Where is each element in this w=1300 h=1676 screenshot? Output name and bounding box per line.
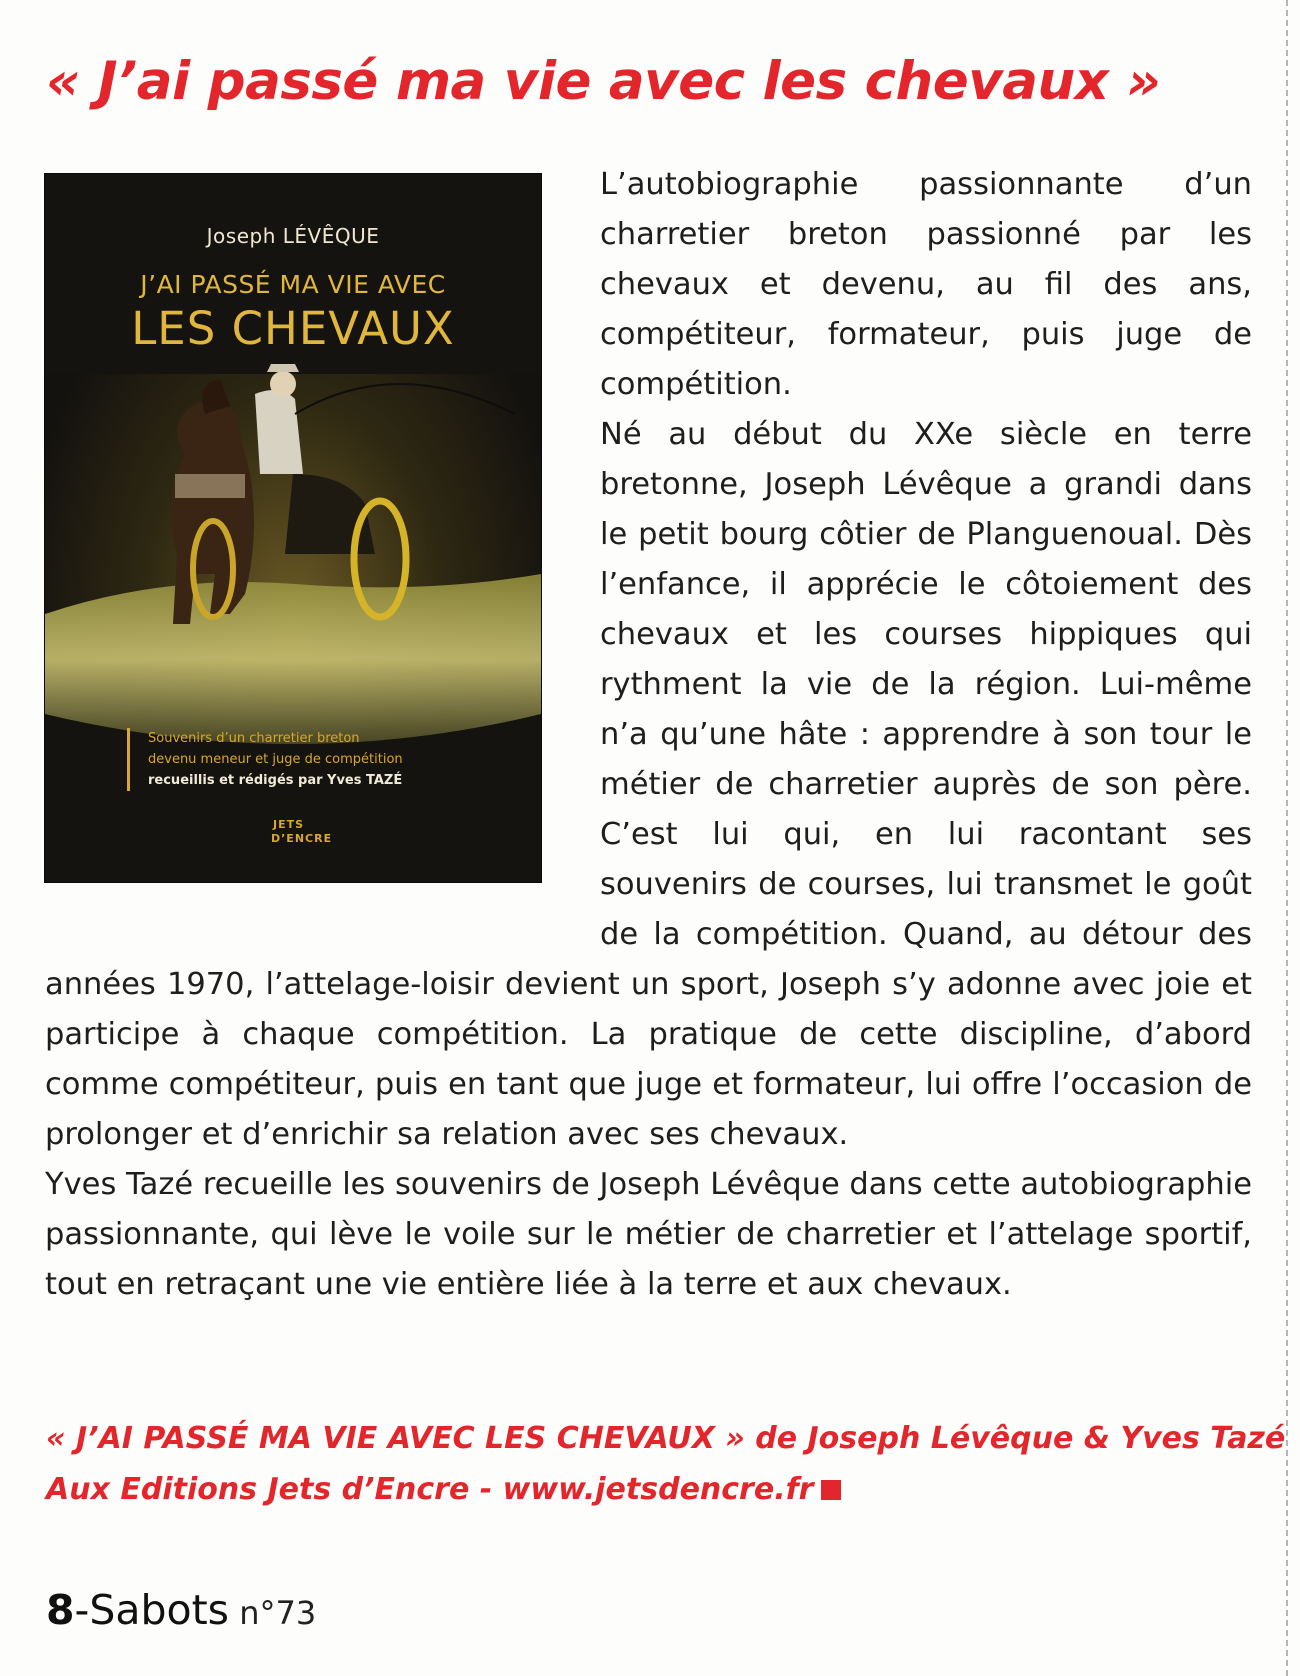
article-paragraph-biography: Né au début du XXe siècle en terre bretonne, Joseph Lévêque a grandi dans le petit bourg côtier de Planguenoual. Dès l’enfance, il apprécie le côtoiement des chevaux et les courses hippiques qui rythment la vie de la région. Lui-même n’a qu’une hâte : apprendre à son tour le métier de charretier auprès de son père. C’est lui qui, en lui racontant ses souvenirs de courses, lui transmet le goût de la compétition. Quand, au détour des années 1970, l’attelage-loisir devient un sport, Joseph s’y adonne avec joie et participe à chaque compétition. La pratique de cette discipline, d’abord comme compétiteur, puis en tant que juge et formateur, lui offre l’occasion de prolonger et d’enrichir sa relation avec ses chevaux. bbox=[45, 417, 1252, 1152]
credit-line-publisher bbox=[46, 1464, 1256, 1515]
page-folio bbox=[46, 1586, 316, 1634]
publisher-logo-bottom: D’ENCRE bbox=[271, 832, 333, 845]
cover-title-line-2: LES CHEVAUX bbox=[131, 302, 455, 355]
credit-line-title: « J’AI PASSÉ MA VIE AVEC LES CHEVAUX » de Joseph Lévêque & Yves Tazé bbox=[46, 1421, 1286, 1456]
article-headline: « J’ai passé ma vie avec les chevaux » bbox=[46, 51, 1161, 112]
article-paragraph-conclusion: Yves Tazé recueille les souvenirs de Joseph Lévêque dans cette autobiographie passionnante, qui lève le voile sur le métier de charretier et l’attelage sportif, tout en retraçant une vie entière liée à la terre et aux chevaux. bbox=[45, 1167, 1252, 1302]
cut-guide-line bbox=[1286, 0, 1288, 1676]
cover-spacer bbox=[45, 160, 600, 940]
folio-separator: - bbox=[74, 1586, 90, 1634]
issue-number: n°73 bbox=[229, 1594, 317, 1632]
article-body bbox=[45, 160, 1252, 1310]
end-mark-icon bbox=[821, 1480, 841, 1500]
magazine-name: Sabots bbox=[89, 1586, 230, 1634]
cover-blurb-line-3: recueillis et rédigés par Yves TAZÉ bbox=[148, 773, 403, 788]
cover-author: Joseph LÉVÊQUE bbox=[206, 224, 380, 248]
cover-blurb-line-2: devenu meneur et juge de compétition bbox=[148, 752, 403, 767]
article-paragraph-intro: L’autobiographie passionnante d’un charretier breton passionné par les chevaux et devenu, au fil des ans, compétiteur, formateur, puis juge de compétition. bbox=[600, 167, 1252, 402]
cover-title-line-1: J’AI PASSÉ MA VIE AVEC bbox=[140, 270, 446, 299]
publisher-logo-top: JETS bbox=[273, 818, 305, 831]
cover-blurb-line-1: Souvenirs d’un charretier breton bbox=[148, 731, 360, 746]
credit-publisher-text: Aux Editions Jets d’Encre - www.jetsdencre.fr bbox=[46, 1472, 814, 1507]
book-credit bbox=[46, 1413, 1286, 1515]
page-number: 8 bbox=[46, 1586, 75, 1634]
